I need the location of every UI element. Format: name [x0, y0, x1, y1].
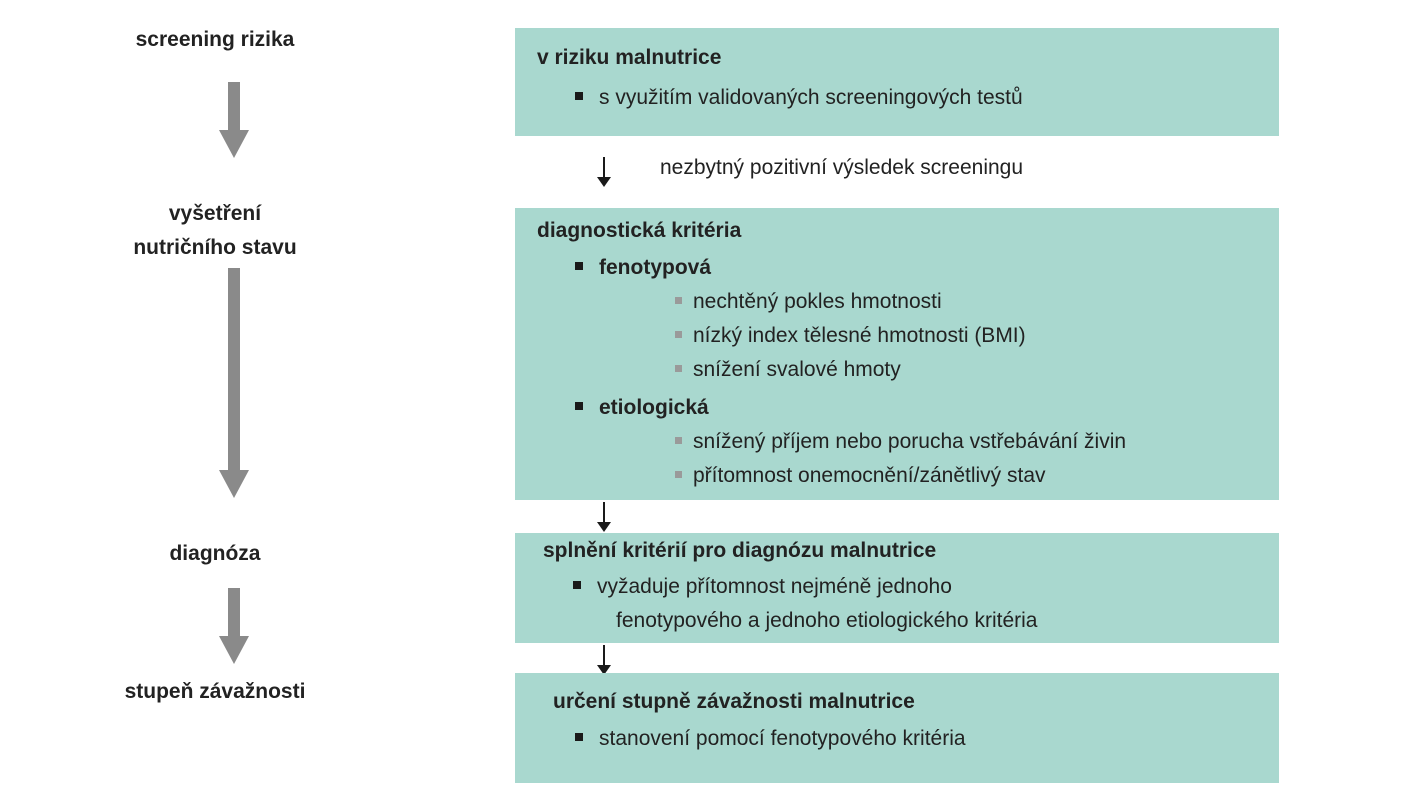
stage-label-screening: [90, 23, 340, 57]
stage-arrow-2-shaft: [228, 268, 240, 470]
box-severity-title: určení stupně závažnosti malnutrice: [553, 690, 915, 713]
box-diagnosis-item-line2: fenotypového a jednoho etiologického kritéria: [616, 609, 1038, 632]
stage-label-stupen: [90, 675, 340, 709]
stage-arrow-3-shaft: [228, 588, 240, 636]
stage-arrow-3: [219, 588, 249, 664]
stage-arrow-1-shaft: [228, 82, 240, 130]
criteria-item: [675, 355, 901, 385]
stage-label-screening-text: screening rizika: [135, 28, 295, 51]
criteria-item: [675, 287, 942, 317]
box-diagnosis: [515, 533, 1279, 643]
stage-arrow-2: [219, 268, 249, 498]
stage-arrow-1-head: [219, 130, 249, 158]
criteria-group-etiologicka: [575, 393, 709, 423]
connector-label: nezbytný pozitivní výsledek screeningu: [660, 156, 1024, 179]
stage-label-vysetreni-line1: vyšetření: [168, 202, 262, 225]
box-risk-item: [575, 83, 1023, 113]
connector-arrow-3-shaft: [603, 645, 605, 665]
stage-label-diagnoza-text: diagnóza: [169, 542, 261, 565]
bullet-small-square-icon: [675, 437, 682, 444]
box-severity-item: [575, 724, 966, 754]
bullet-square-icon: [575, 262, 583, 270]
box-risk-item-text: s využitím validovaných screeningových testů: [599, 86, 1023, 109]
bullet-square-icon: [575, 92, 583, 100]
bullet-small-square-icon: [675, 331, 682, 338]
stage-arrow-1: [219, 82, 249, 158]
box-risk-title: v riziku malnutrice: [537, 46, 722, 69]
criteria-group-etiologicka-text: etiologická: [599, 396, 709, 419]
criteria-group-fenotypova-text: fenotypová: [599, 256, 712, 279]
connector-arrow-2-shaft: [603, 502, 605, 522]
criteria-item-text: snížení svalové hmoty: [693, 358, 901, 381]
connector-arrow-3: [597, 645, 611, 675]
criteria-item-text: nechtěný pokles hmotnosti: [693, 290, 942, 313]
bullet-square-icon: [573, 581, 581, 589]
connector-arrow-2-head: [597, 522, 611, 532]
box-criteria: [515, 208, 1279, 500]
box-diagnosis-item-line1: [573, 572, 952, 602]
connector-arrow-1: [597, 157, 611, 187]
bullet-small-square-icon: [675, 365, 682, 372]
stage-arrow-2-head: [219, 470, 249, 498]
connector-arrow-2: [597, 502, 611, 532]
criteria-item-text: nízký index tělesné hmotnosti (BMI): [693, 324, 1026, 347]
criteria-item: [675, 427, 1126, 457]
stage-label-stupen-text: stupeň závažnosti: [124, 680, 306, 703]
box-severity-item-text: stanovení pomocí fenotypového kritéria: [599, 727, 966, 750]
connector-arrow-1-shaft: [603, 157, 605, 177]
box-risk: [515, 28, 1279, 136]
box-diagnosis-title: splnění kritérií pro diagnózu malnutrice: [543, 539, 937, 562]
criteria-item: [675, 321, 1026, 351]
stage-label-vysetreni: [90, 197, 340, 265]
bullet-square-icon: [575, 402, 583, 410]
criteria-item-text: přítomnost onemocnění/zánětlivý stav: [693, 464, 1046, 487]
stage-arrow-3-head: [219, 636, 249, 664]
criteria-item-text: snížený příjem nebo porucha vstřebávání živin: [693, 430, 1127, 453]
stage-label-diagnoza: [90, 537, 340, 571]
bullet-square-icon: [575, 733, 583, 741]
bullet-small-square-icon: [675, 297, 682, 304]
box-diagnosis-item-line1-text: vyžaduje přítomnost nejméně jednoho: [597, 575, 952, 598]
criteria-item: [675, 461, 1046, 491]
box-criteria-title: diagnostická kritéria: [537, 219, 742, 242]
stage-label-vysetreni-line2: nutričního stavu: [133, 236, 297, 259]
box-severity: [515, 673, 1279, 783]
bullet-small-square-icon: [675, 471, 682, 478]
criteria-group-fenotypova: [575, 253, 711, 283]
connector-arrow-1-head: [597, 177, 611, 187]
